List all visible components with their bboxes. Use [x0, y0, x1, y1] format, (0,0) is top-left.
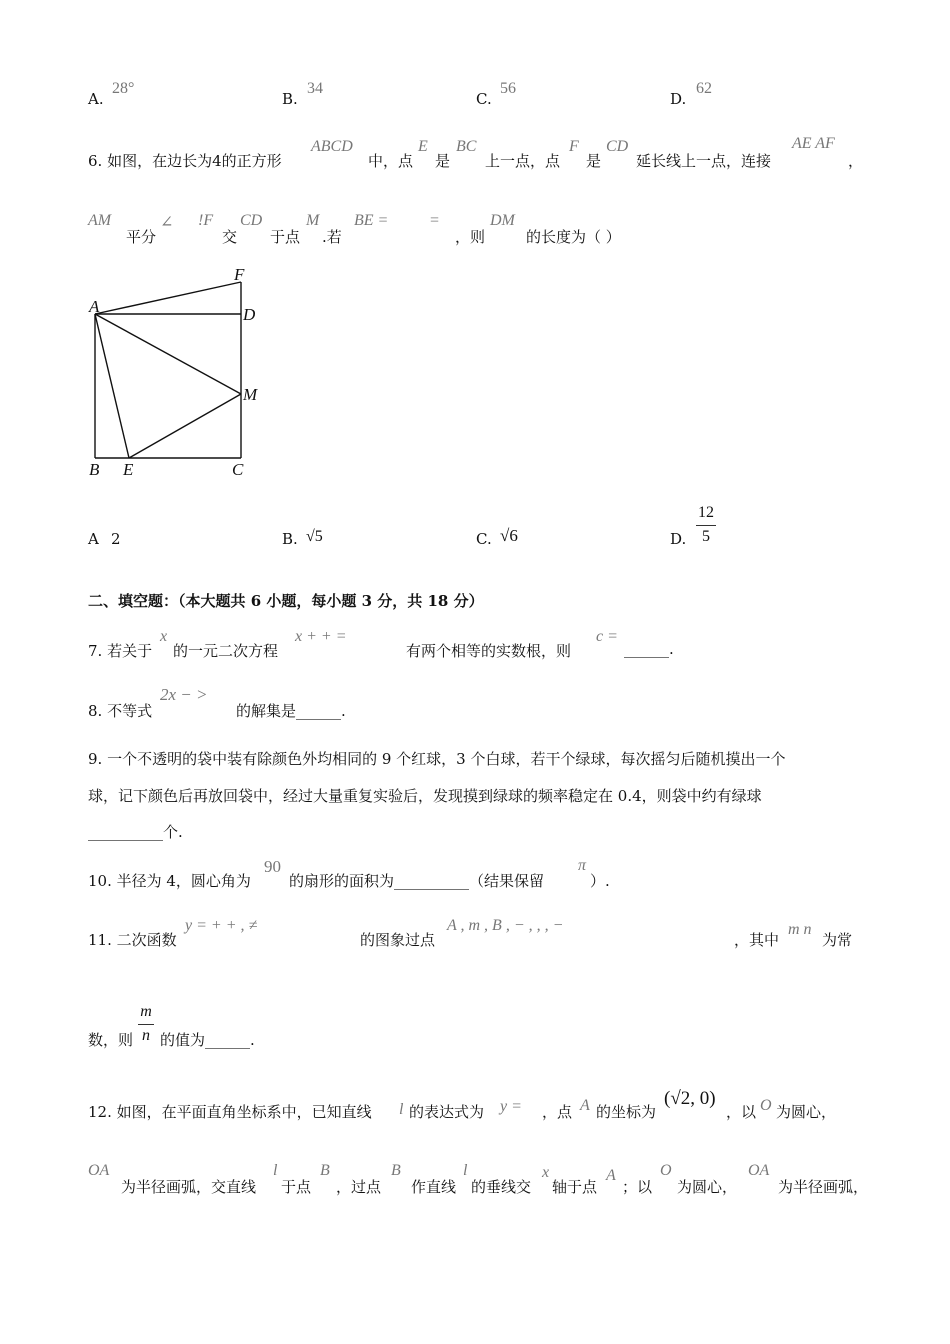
q6-text-11: .若 [322, 228, 342, 246]
q6-geometry-figure [80, 260, 280, 485]
q12-text-7: 为半径画弧，交直线 [121, 1178, 257, 1196]
q6-math-e: E [418, 138, 428, 155]
q12-text-6: 为圆心， [776, 1103, 837, 1121]
q12-text-9: ，过点 [336, 1178, 382, 1196]
fraction-bar [138, 1024, 154, 1025]
q12-text-10: 作直线 [411, 1178, 457, 1196]
q6-option-c-letter: C. [476, 530, 492, 548]
label-b: B [89, 460, 100, 479]
q12-text-3: ，点 [542, 1103, 573, 1121]
q12-math-l-2: l [273, 1162, 278, 1179]
q5-option-b-letter: B. [282, 90, 298, 108]
q5-option-a-letter: A. [88, 90, 104, 108]
q7-text-2: 的一元二次方程 [173, 642, 279, 660]
q7-math-x: x [160, 628, 168, 645]
q6-option-d-denominator: 5 [702, 528, 710, 545]
q6-option-a-letter: A [88, 530, 99, 548]
q12-math-a: A [580, 1097, 590, 1114]
q10-math-90: 90 [264, 857, 281, 876]
label-d: D [243, 305, 256, 324]
q10-text-1: 10. 半径为 4，圆心角为 [88, 872, 251, 890]
q11-text-6: 的值为______. [160, 1031, 255, 1049]
q7-math-c: c = [596, 628, 618, 645]
segment-ae [95, 314, 129, 458]
q6-math-be: BE = [354, 212, 389, 229]
q12-math-oa1: OA [748, 1162, 770, 1179]
fraction-bar [696, 525, 716, 526]
q7-text-3: 有两个相等的实数根，则 [406, 642, 572, 660]
q6-text-6: 延长线上一点，连接 [636, 152, 772, 170]
q6-option-c-value: √6 [500, 526, 518, 545]
section-2-heading: 二、填空题：（本大题共 6 小题，每小题 3 分，共 18 分） [88, 592, 484, 610]
q6-text-13: 的长度为（ ） [526, 228, 621, 246]
q12-math-coordinate: (√2, 0) [664, 1088, 716, 1109]
q6-math-f: F [569, 138, 579, 155]
label-c: C [232, 460, 244, 479]
q6-text-4: 上一点，点 [485, 152, 561, 170]
q12-math-l: l [399, 1101, 404, 1118]
q6-option-b-value: √5 [306, 528, 323, 545]
q12-math-o-2: O [660, 1162, 672, 1179]
q9-line-2: 球，记下颜色后再放回袋中，经过大量重复实验后，发现摸到绿球的频率稳定在 0.4，则袋中约有绿球 [88, 787, 762, 805]
q6-text-10: 于点 [270, 228, 301, 246]
q6-math-abcd: ABCD [311, 138, 353, 155]
q11-math-points: A , m , B , − , , , − [447, 917, 564, 934]
q6-math-dm: DM [490, 212, 515, 229]
label-e: E [123, 460, 134, 479]
q12-math-o: O [760, 1097, 772, 1114]
q7-math-equation: x + + = [295, 628, 347, 645]
q12-text-13: ；以 [622, 1178, 653, 1196]
label-f: F [234, 265, 245, 284]
q6-math-angle: ∠ [160, 214, 174, 231]
q6-text-5: 是 [586, 152, 602, 170]
q11-text-3: ，其中 [734, 931, 780, 949]
q9-line-1: 9. 一个不透明的袋中装有除颜色外均相同的 9 个红球，3 个白球，若干个绿球，每次摇匀后随机摸出一个 [88, 750, 786, 768]
q6-option-d-letter: D. [670, 530, 687, 548]
q8-text-1: 8. 不等式 [88, 702, 153, 720]
q10-text-2: 的扇形的面积为__________（结果保留 [289, 872, 545, 890]
q6-math-lf: !F [198, 212, 214, 229]
q6-text-9: 交 [222, 228, 238, 246]
q11-text-4: 为常 [822, 931, 853, 949]
q6-option-d-numerator: 12 [698, 504, 714, 521]
q12-text-11: 的垂线交 [471, 1178, 532, 1196]
q8-text-2: 的解集是______. [236, 702, 346, 720]
q6-text-2: 中，点 [368, 152, 414, 170]
q11-text-2: 的图象过点 [360, 931, 436, 949]
q10-math-pi: π [578, 857, 587, 874]
q7-text-1: 7. 若关于 [88, 642, 153, 660]
q12-math-b: B [320, 1162, 330, 1179]
q6-math-m: M [306, 212, 320, 229]
q12-math-b-2: B [391, 1162, 401, 1179]
q12-text-5: ，以 [726, 1103, 757, 1121]
q11-text-1: 11. 二次函数 [88, 931, 177, 949]
q6-option-a-value: 2 [111, 530, 121, 548]
q10-text-3: ）. [590, 872, 610, 890]
q11-text-5: 数，则 [88, 1031, 134, 1049]
label-a: A [89, 297, 100, 316]
q12-math-l-3: l [463, 1162, 468, 1179]
q6-math-ae-af: AE AF [792, 135, 835, 152]
q6-text-1: 6. 如图，在边长为4的正方形 [88, 152, 282, 170]
q6-math-am: AM [88, 212, 112, 229]
q6-text-3: 是 [435, 152, 451, 170]
q7-answer-blank: ______. [624, 640, 674, 658]
q11-fraction-denominator: n [142, 1027, 150, 1044]
q12-text-15: 为半径画弧， [778, 1178, 869, 1196]
q11-math-function: y = + + , ≠ [185, 917, 258, 934]
q12-text-14: 为圆心， [677, 1178, 738, 1196]
q12-math-x: x [542, 1164, 550, 1181]
segment-af [95, 282, 241, 314]
q12-text-8: 于点 [281, 1178, 312, 1196]
segment-em [129, 394, 241, 458]
q12-text-12: 轴于点 [552, 1178, 598, 1196]
q12-text-1: 12. 如图，在平面直角坐标系中，已知直线 [88, 1103, 372, 1121]
q12-math-y: y = [500, 1098, 522, 1115]
q5-option-d-value: 62 [696, 80, 712, 97]
q6-math-cd-2: CD [240, 212, 263, 229]
q6-text-12: ，则 [455, 228, 486, 246]
q6-option-b-letter: B. [282, 530, 298, 548]
q11-math-mn: m n [788, 921, 812, 938]
q5-option-c-letter: C. [476, 90, 492, 108]
q12-math-a1: A [606, 1167, 616, 1184]
label-m: M [243, 385, 258, 404]
q5-option-b-value: 34 [307, 80, 323, 97]
q8-math-inequality: 2x − > [160, 685, 208, 704]
q6-text-7: ， [848, 152, 864, 170]
q6-math-bc: BC [456, 138, 477, 155]
q5-option-d-letter: D. [670, 90, 687, 108]
q12-text-2: 的表达式为 [409, 1103, 485, 1121]
q5-option-c-value: 56 [500, 80, 516, 97]
q6-math-eq: = [430, 212, 440, 229]
q12-text-4: 的坐标为 [596, 1103, 657, 1121]
q9-line-3: __________个. [88, 823, 183, 841]
q5-option-a-value: 28° [112, 80, 135, 97]
segment-am [95, 314, 241, 394]
q6-math-cd: CD [606, 138, 629, 155]
q11-fraction-numerator: m [140, 1003, 152, 1020]
q6-text-8: 平分 [126, 228, 157, 246]
q12-math-oa: OA [88, 1162, 110, 1179]
